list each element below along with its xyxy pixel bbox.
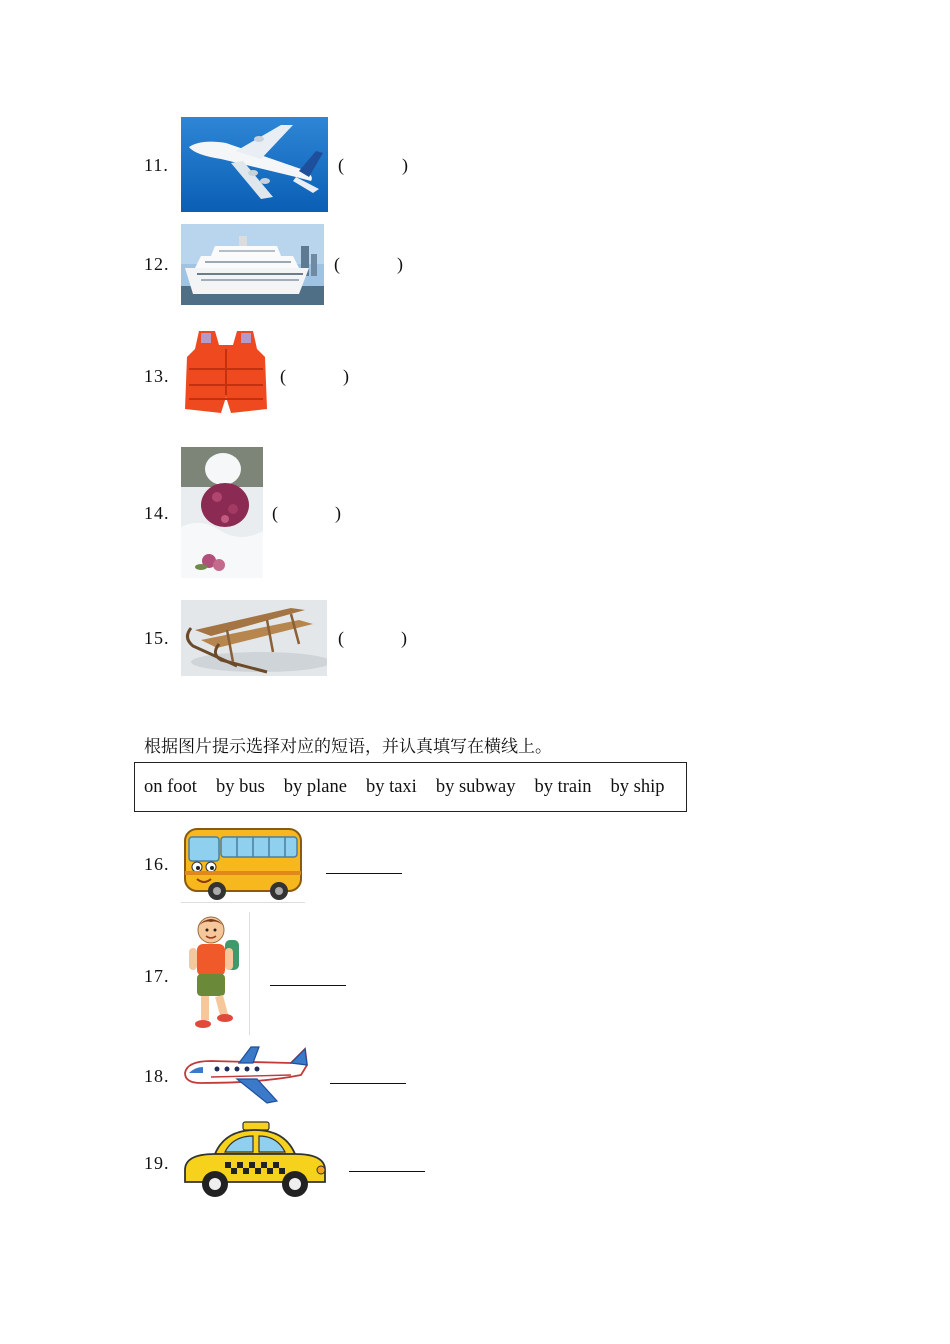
cartoon-taxi [181, 1120, 329, 1202]
section-instruction: 根据图片提示选择对应的短语，并认真填写在横线上。 [144, 737, 552, 757]
answer-blank[interactable] [330, 1083, 406, 1084]
question-number: 14. [144, 503, 170, 523]
question-number: 12. [144, 254, 170, 274]
answer-paren-open: ( [338, 628, 344, 648]
answer-paren-open: ( [272, 503, 278, 523]
answer-paren-close: ) [343, 366, 349, 386]
snow-flowers-photo [181, 447, 263, 578]
word-bank-item: by subway [435, 776, 516, 797]
question-number: 19. [144, 1153, 170, 1173]
cruise-ship-photo [181, 224, 324, 305]
answer-paren-close: ) [397, 254, 403, 274]
answer-paren-close: ) [335, 503, 341, 523]
word-bank [134, 762, 687, 812]
question-number: 13. [144, 366, 170, 386]
answer-paren-open: ( [334, 254, 340, 274]
cartoon-walking-boy [181, 912, 250, 1035]
word-bank-item: on foot [144, 776, 197, 797]
question-number: 15. [144, 628, 170, 648]
word-bank-item: by ship [610, 776, 665, 797]
word-bank-item: by taxi [365, 776, 417, 797]
question-number: 18. [144, 1066, 170, 1086]
sled-photo [181, 600, 327, 676]
question-number: 11. [144, 155, 169, 175]
question-number: 16. [144, 854, 170, 874]
answer-paren-open: ( [280, 366, 286, 386]
life-jacket-photo [181, 327, 271, 417]
answer-blank[interactable] [270, 985, 346, 986]
word-bank-item: by plane [283, 776, 347, 797]
question-number: 17. [144, 966, 170, 986]
cartoon-bus [181, 825, 305, 903]
airplane-photo [181, 117, 328, 212]
answer-blank[interactable] [326, 873, 402, 874]
answer-blank[interactable] [349, 1171, 425, 1172]
answer-paren-open: ( [338, 155, 344, 175]
cartoon-plane [181, 1043, 309, 1107]
answer-paren-close: ) [401, 628, 407, 648]
word-bank-item: by bus [215, 776, 265, 797]
word-bank-item: by train [534, 776, 592, 797]
answer-paren-close: ) [402, 155, 408, 175]
